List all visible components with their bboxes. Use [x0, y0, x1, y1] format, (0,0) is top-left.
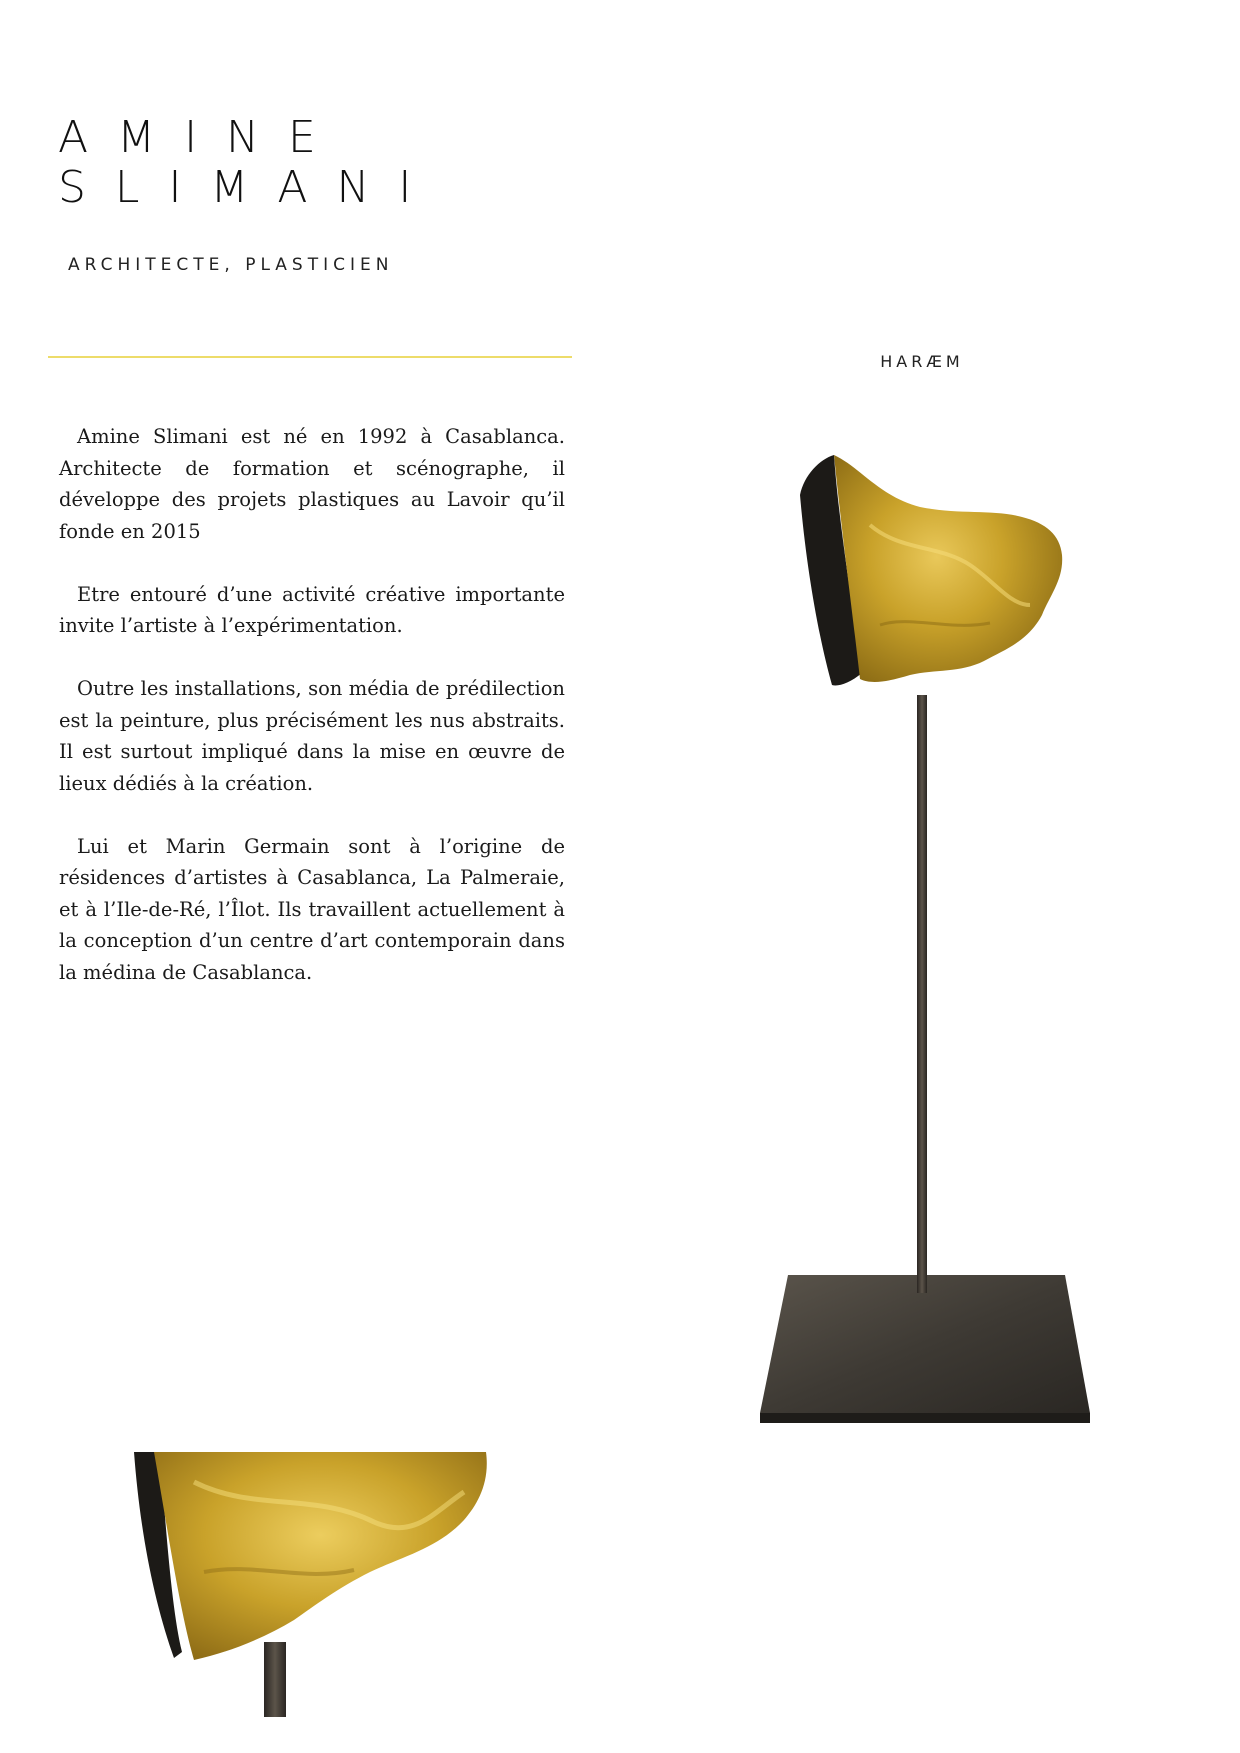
biography: [59, 421, 565, 1020]
base-plate-edge: [760, 1413, 1090, 1423]
bio-paragraph: Etre entouré d’une activité créative importante invite l’artiste à l’expérimentation.: [59, 582, 565, 637]
bio-paragraph: Outre les installations, son média de prédilection est la peinture, plus précisément les nus abstraits. Il est surtout impliqué dans la mise en œuvre de lieux dédiés à la création.: [59, 677, 565, 795]
steel-rod: [917, 695, 927, 1293]
sculpture-photo: [760, 455, 1110, 1445]
gold-leaf: [834, 455, 1062, 682]
detail-rod: [264, 1642, 286, 1717]
sculpture-detail-photo: [134, 1452, 494, 1717]
bio-paragraph: Amine Slimani est né en 1992 à Casablanca. Architecte de formation et scénographe, il développe des projets plastiques au Lavoir qu’il fonde en 2015: [59, 425, 565, 543]
artist-last-name: SLIMANI: [58, 162, 441, 213]
artist-first-name: AMINE: [58, 112, 345, 163]
artist-profession: ARCHITECTE, PLASTICIEN: [68, 255, 394, 275]
work-title: HARÆM: [880, 352, 964, 371]
yellow-divider: [48, 356, 572, 358]
base-plate: [760, 1275, 1090, 1413]
detail-gold-leaf: [154, 1452, 487, 1660]
bio-paragraph: Lui et Marin Germain sont à l’origine de résidences d’artistes à Casablanca, La Palmeraie, et à l’Ile-de-Ré, l’Îlot. Ils travaillent actuellement à la conception d’un centre d’art contemporain dans la médina de Casablanca.: [59, 834, 565, 984]
